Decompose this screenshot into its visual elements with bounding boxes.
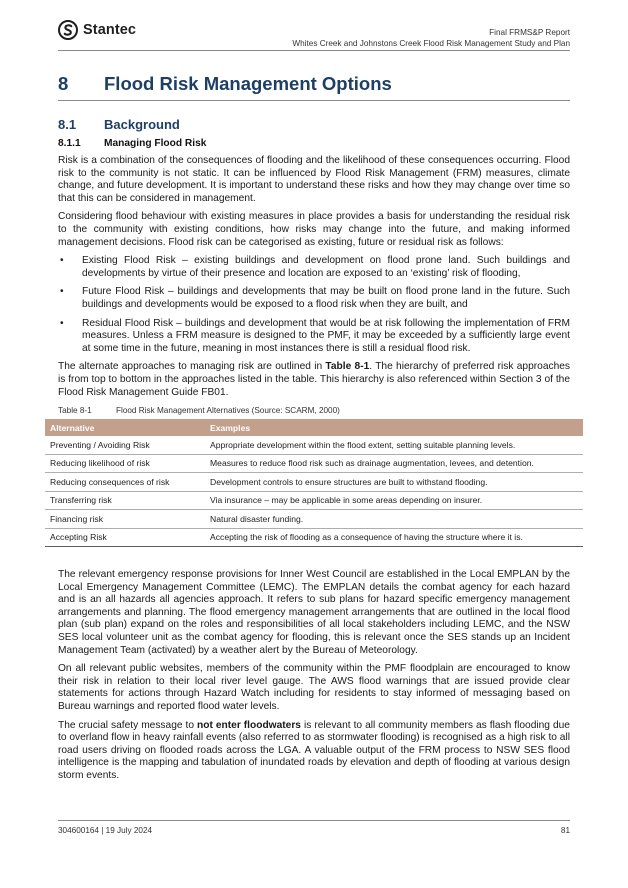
document-reference: 304600164 | 19 July 2024 bbox=[58, 826, 153, 835]
subsubsection-heading bbox=[58, 138, 206, 149]
table-cell: Reducing consequences of risk bbox=[45, 473, 205, 492]
table-cell: Natural disaster funding. bbox=[205, 510, 583, 529]
paragraph: Risk is a combination of the consequences of flooding and the likelihood of these consequences occurring. Flood risk to the community is not static. It can be influenced by Flood Risk Management (FRM) measures, climate change, and future development. It is important to understand these risks and how they may change over time so that this can be considered in management. bbox=[58, 155, 570, 204]
table-cell: Appropriate development within the flood extent, setting suitable planning levels. bbox=[205, 436, 583, 454]
table-row bbox=[45, 454, 583, 473]
report-title: Final FRMS&P Report bbox=[489, 28, 570, 37]
table-caption bbox=[58, 406, 340, 415]
table-caption-text: Flood Risk Management Alternatives (Source: SCARM, 2000) bbox=[116, 406, 340, 415]
table-cell: Accepting the risk of flooding as a consequence of having the structure where it is. bbox=[205, 528, 583, 547]
table-caption-number: Table 8-1 bbox=[58, 406, 92, 415]
list-item: • Existing Flood Risk – existing buildings and development on flood prone land. Such buildings and developments by virtue of their presence and location are exposed to an ‘existing’ risk of flooding, bbox=[58, 255, 570, 280]
list-item: • Residual Flood Risk – buildings and development that would be at risk following the implementation of FRM measures. Unless a FRM measure is designed to the PMF, it may be exceeded by a sufficiently large event at some time in the future, meaning in most instances there is still a residual flood risk. bbox=[58, 318, 570, 356]
header-divider bbox=[58, 50, 570, 51]
table-header-cell: Examples bbox=[205, 419, 583, 436]
stantec-logo bbox=[58, 20, 136, 40]
safety-paragraph: The crucial safety message to not enter floodwaters is relevant to all community members as flash flooding due to overland flow in heavy rainfall events (also referred to as stormwater flooding) is recognised as a high risk to all road users driving on flooded roads across the LGA. A valuable output of the FRM process to NSW SES flood intelligence is the mapping and tabulation of inundated roads by elevation and depth of flooding at various design storm events. bbox=[58, 719, 570, 781]
list-item: • Future Flood Risk – buildings and developments that may be built on flood prone land in the future. Such buildings and developments would be exposed to a flood risk when they are built, and bbox=[58, 286, 570, 311]
subsubsection-title: Managing Flood Risk bbox=[104, 138, 207, 149]
section-title: Flood Risk Management Options bbox=[104, 73, 392, 94]
paragraph: The relevant emergency response provisions for Inner West Council are established in the Local EMPLAN by the Local Emergency Management Committee (LEMC). The EMPLAN details the combat agency for each hazard and is an all hazards all agencies approach. It refers to sub plans for hazard specific emergency management arrangements and planning. The flood emergency management arrangements that are outlined in the local flood plan (sub plan) expand on the roles and responsibilities of all local stakeholders including LEMC, and the NSW SES local volunteer unit as the combat agency for flooding, this is relevant once the SES stands up an Incident Management Team (activated) by a weather alert by the Bureau of Meteorology. bbox=[58, 569, 570, 656]
page-number: 81 bbox=[560, 826, 570, 835]
report-subtitle: Whites Creek and Johnstons Creek Flood Risk Management Study and Plan bbox=[292, 39, 570, 49]
body-bottom bbox=[58, 569, 570, 789]
table-cell: Via insurance – may be applicable in some areas depending on insurer. bbox=[205, 491, 583, 510]
safety-message: not enter floodwaters bbox=[197, 719, 301, 731]
logo-text: Stantec bbox=[83, 22, 137, 38]
section-heading bbox=[58, 73, 392, 95]
table-row bbox=[45, 436, 583, 454]
table-cell: Development controls to ensure structures are built to withstand flooding. bbox=[205, 473, 583, 492]
table-cell: Transferring risk bbox=[45, 491, 205, 510]
approach-paragraph: The alternate approaches to managing risk are outlined in Table 8-1. The hierarchy of preferred risk approaches is from top to bottom in the approaches listed in the table. This hierarchy is also referenced within Section 3 of the Flood Risk Management Guide FB01. bbox=[58, 361, 570, 398]
paragraph: On all relevant public websites, members of the community within the PMF floodplain are encouraged to know their risk in relation to their local river level gauge. The AWS flood warnings that are issued provide clear statements for actions through Hazard Watch including for residents to stay informed of messaging based on Bureau warnings and reported flood water levels. bbox=[58, 663, 570, 712]
table-reference: Table 8-1 bbox=[325, 361, 370, 373]
table-cell: Financing risk bbox=[45, 510, 205, 529]
table-row bbox=[45, 528, 583, 547]
section-divider bbox=[58, 100, 570, 101]
table-cell: Reducing likelihood of risk bbox=[45, 454, 205, 473]
risk-list bbox=[58, 255, 570, 355]
subsection-title: Background bbox=[104, 117, 180, 132]
section-number: 8 bbox=[58, 73, 69, 94]
subsection-number: 8.1 bbox=[58, 117, 77, 132]
table-header-row bbox=[45, 419, 583, 436]
table-header-cell: Alternative bbox=[45, 419, 205, 436]
stantec-logo-icon bbox=[58, 20, 78, 40]
table-row bbox=[45, 510, 583, 529]
table-row bbox=[45, 491, 583, 510]
flood-risk-alternatives-table bbox=[45, 419, 583, 547]
report-header bbox=[292, 27, 570, 50]
table-cell: Preventing / Avoiding Risk bbox=[45, 436, 205, 454]
body-top bbox=[58, 155, 570, 405]
table-row bbox=[45, 473, 583, 492]
footer-divider bbox=[58, 820, 570, 821]
subsubsection-number: 8.1.1 bbox=[58, 138, 81, 149]
subsection-heading bbox=[58, 117, 180, 132]
table-cell: Measures to reduce flood risk such as drainage augmentation, levees, and detention. bbox=[205, 454, 583, 473]
table-cell: Accepting Risk bbox=[45, 528, 205, 547]
paragraph: Considering flood behaviour with existing measures in place provides a basis for understanding the residual risk to the community with existing conditions, how risks may change into the future, and making informed management decisions. Flood risk can be categorised as existing, future or residual risk as follows: bbox=[58, 211, 570, 248]
